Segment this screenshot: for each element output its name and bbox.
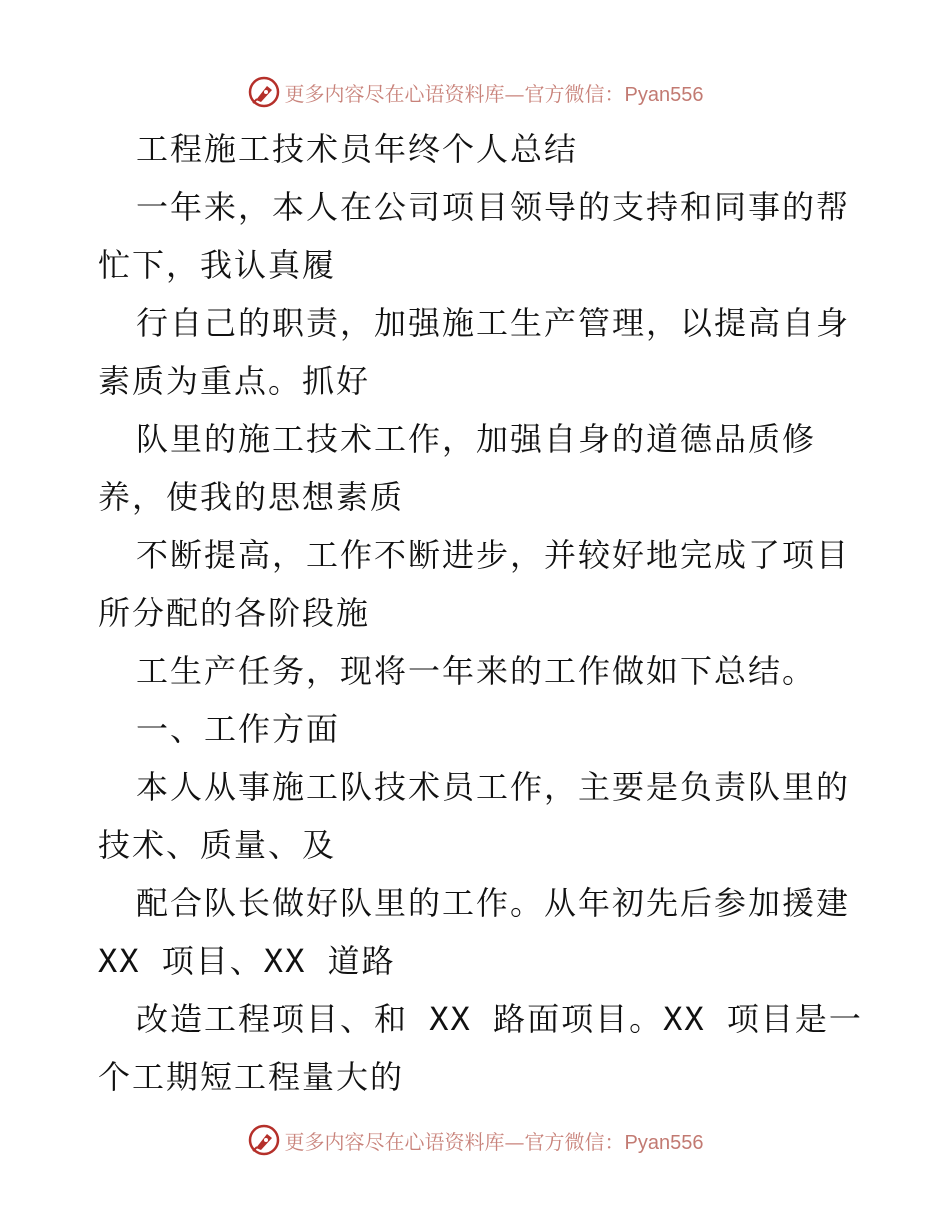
header-watermark xyxy=(0,72,950,112)
paragraph-line: 技术、质量、及 xyxy=(98,826,337,864)
paragraph-line: 一年来，本人在公司项目领导的支持和同事的帮 xyxy=(136,188,851,226)
paragraph-line: 配合队长做好队里的工作。从年初先后参加援建 xyxy=(136,884,851,922)
document-title: 工程施工技术员年终个人总结 xyxy=(136,130,579,168)
paragraph-line: 改造工程项目、和 XX 路面项目。XX 项目是一 xyxy=(136,1000,863,1038)
paragraph-line: XX 项目、XX 道路 xyxy=(98,942,396,980)
paragraph-line: 素质为重点。抓好 xyxy=(98,362,371,400)
paragraph-line: 队里的施工技术工作，加强自身的道德品质修 xyxy=(136,420,817,458)
footer-watermark xyxy=(0,1120,950,1160)
watermark-text: 更多内容尽在心语资料库—官方微信：Pyan556 xyxy=(284,1129,704,1154)
pen-nib-circle-icon xyxy=(247,1123,281,1157)
paragraph-line: 不断提高，工作不断进步，并较好地完成了项目 xyxy=(136,536,851,574)
paragraph-line: 忙下，我认真履 xyxy=(98,246,337,284)
pen-nib-circle-icon xyxy=(247,75,281,109)
paragraph-line: 所分配的各阶段施 xyxy=(98,594,371,632)
paragraph-line: 工生产任务，现将一年来的工作做如下总结。 xyxy=(136,652,817,690)
section-heading: 一、工作方面 xyxy=(136,710,341,748)
paragraph-line: 本人从事施工队技术员工作，主要是负责队里的 xyxy=(136,768,851,806)
paragraph-line: 养，使我的思想素质 xyxy=(98,478,405,516)
watermark-text: 更多内容尽在心语资料库—官方微信：Pyan556 xyxy=(284,81,704,106)
paragraph-line: 个工期短工程量大的 xyxy=(98,1058,405,1096)
paragraph-line: 行自己的职责，加强施工生产管理，以提高自身 xyxy=(136,304,851,342)
